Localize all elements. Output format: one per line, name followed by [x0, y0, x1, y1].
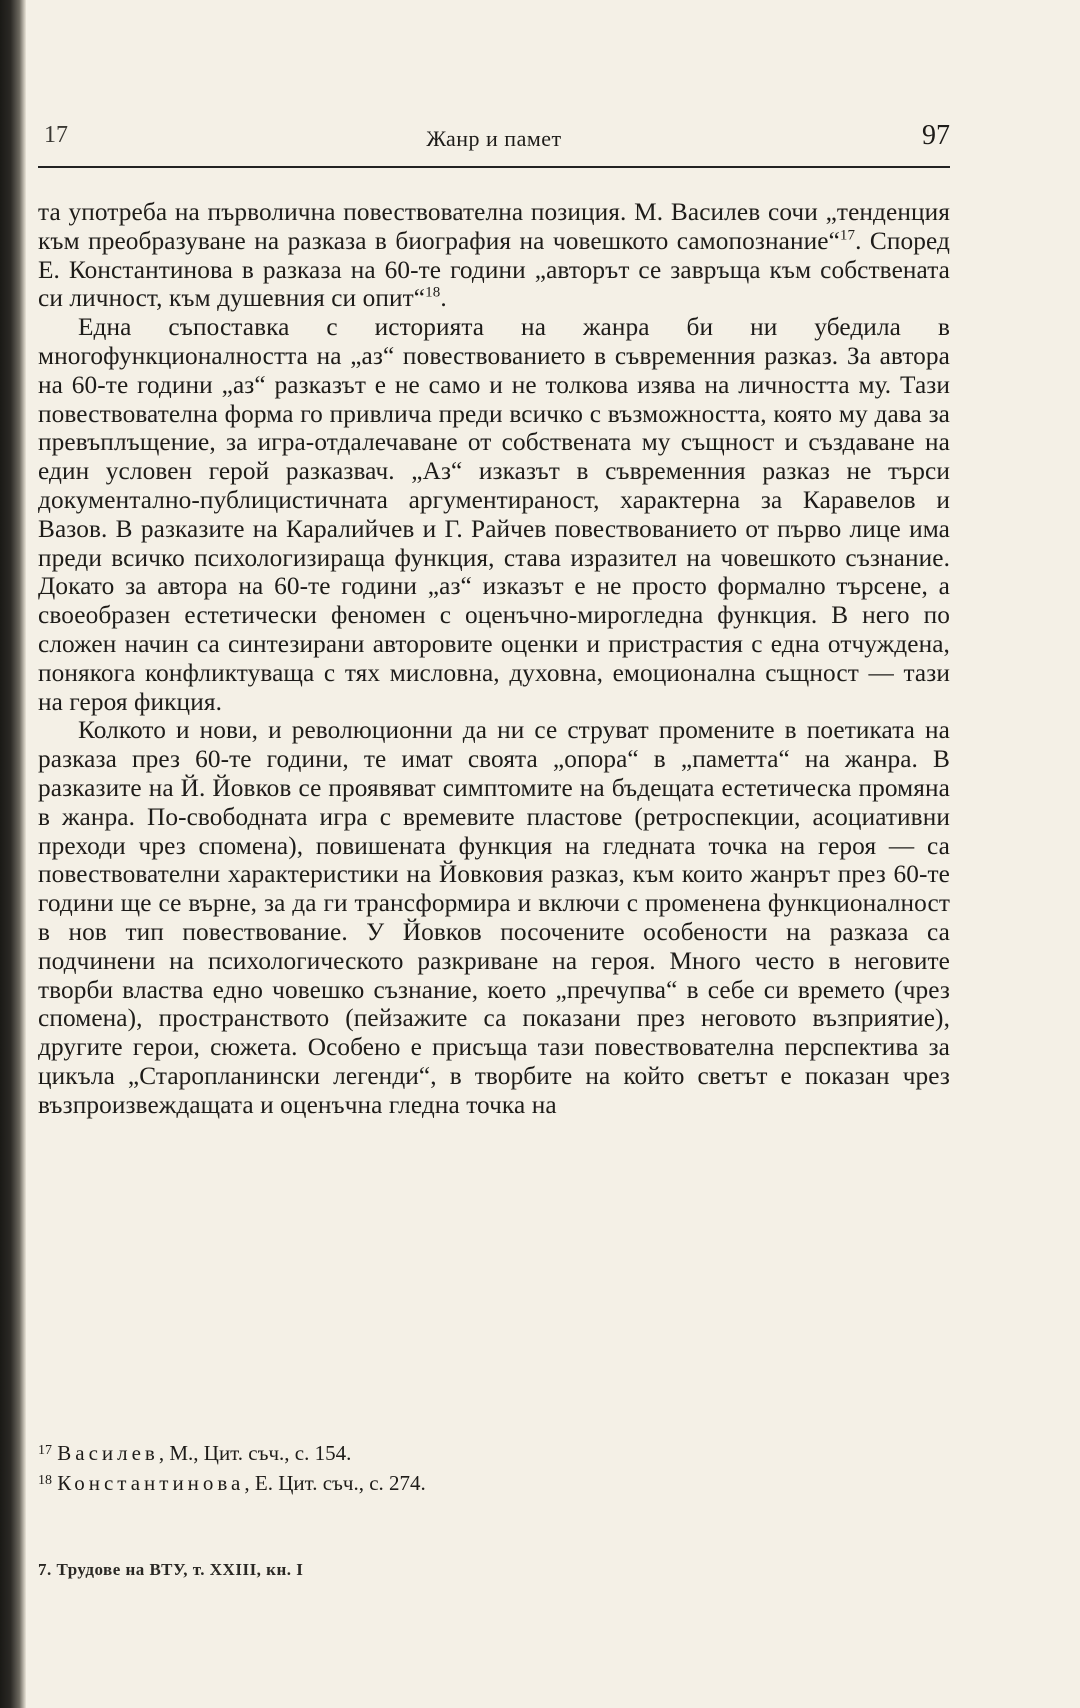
running-title: Жанр и памет — [426, 126, 562, 151]
book-spine-shadow — [0, 0, 26, 1708]
page-number: 97 — [922, 120, 950, 151]
running-head — [38, 122, 950, 162]
sheet-imprint: 7. Трудове на ВТУ, т. XXIII, кн. I — [38, 1560, 304, 1579]
paragraph-1 — [38, 198, 950, 313]
paragraph-1-tail: . Според Е. Константинова в разказа на 60-те години „авторът се завръща към собствената си личност, към душевния си опит“ — [38, 226, 951, 313]
paragraph-2: Една съпоставка с историята на жанра би ни убедила в многофункционалността на „аз“ повествованието в съвременния разказ. За автора на 60-те години „аз“ разказът е не само и не толкова изява на личността му. Тази повествователна форма го привлича преди всичко с възможността, която му дава за превъплъщение, за игра-отдалечаване от собствената му същност и създаване на един условен герой разказвач. „Аз“ изказът в съвременния разказ не търси документално-публицистичната аргументираност, характерна за Каравелов и Вазов. В разказите на Каралийчев и Г. Райчев повествованието от първо лице има преди всичко психологизираща функция, става изразител на човешкото съзнание. Докато за автора на 60-те години „аз“ изказът е не просто формално търсене, а своеобразен естетически феномен с оценъчно-мирогледна функция. В него по сложен начин са синтезирани авторовите оценки и пристрастия с една отчуждена, понякога конфликтуваща с тях мисловна, духовна, емоционална същност — тази на героя фикция. — [38, 313, 950, 716]
footnote-ref-18: 18 — [425, 284, 441, 301]
paragraph-1-end: . — [440, 284, 447, 313]
footnote-number: 17 — [38, 1443, 52, 1458]
footnotes — [38, 1438, 950, 1498]
footnote-citation: , М., Цит. съч., с. 154. — [158, 1441, 352, 1465]
footnote-18 — [38, 1468, 950, 1498]
header-rule — [38, 166, 950, 168]
footnote-citation: , Е. Цит. съч., с. 274. — [244, 1471, 426, 1495]
footnote-author: Константинова — [57, 1471, 245, 1495]
paragraph-3: Колкото и нови, и революционни да ни се струват промените в поетиката на разказа през 60-те години, те имат своята „опора“ в „паметта“ на жанра. В разказите на Й. Йовков се проявяват симптомите на бъдещата естетическа промяна в жанра. По-свободната игра с времевите пластове (ретроспекции, асоциативни преходи чрез спомена), повишената функция на гледната точка на героя — са повествователни характеристики на Йовковия разказ, към които жанрът през 60-те години ще се върне, за да ги трансформира и включи с променена функционалност в нов тип повествование. У Йовков посочените особености на разказа са подчинени на психологическото разкриване на героя. Много често в неговите творби властва едно човешко съзнание, което „пречупва“ в себе си времето (чрез спомена), пространството (пейзажите са показани през неговото възприятие), другите герои, сюжета. Особено е присъща тази повествователна перспектива за цикъла „Старопланински легенди“, в творбите на който светът е показан чрез възпроизвеждащата и оценъчна гледна точка на — [38, 716, 950, 1119]
signature-mark: 17 — [44, 122, 68, 148]
footnote-number: 18 — [38, 1473, 52, 1488]
footnote-author: Василев — [57, 1441, 159, 1465]
paragraph-1-text: та употреба на първолична повествователна позиция. М. Василев сочи „тенденция към преобразуване на разказа в биография на човешкото самопознание“ — [38, 198, 950, 255]
footnote-17 — [38, 1438, 950, 1468]
book-page — [38, 0, 1050, 1708]
footnote-ref-17: 17 — [839, 227, 856, 244]
main-text — [38, 198, 950, 1120]
